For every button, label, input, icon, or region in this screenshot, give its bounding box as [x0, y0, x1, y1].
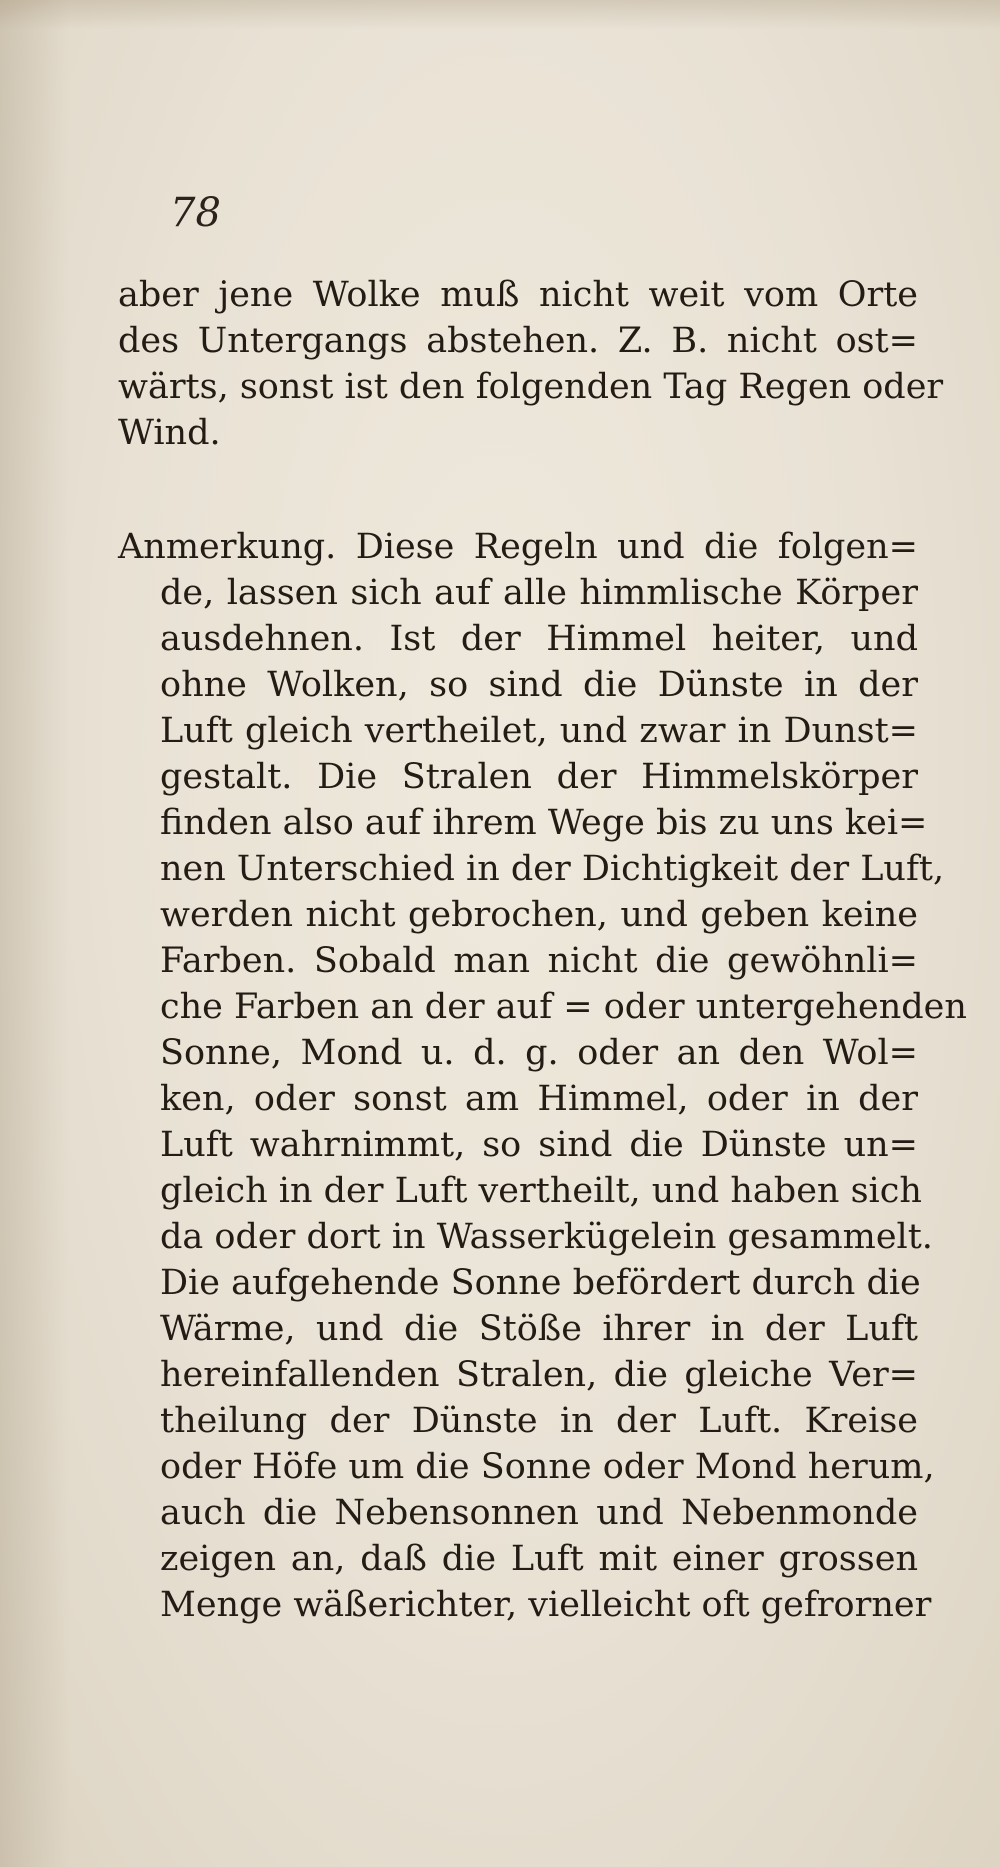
- text-line: Anmerkung. Diese Regeln und die folgen=: [118, 527, 918, 567]
- paragraph-1: [118, 272, 944, 456]
- text-line: da oder dort in Wasserkügelein gesammelt.: [160, 1217, 933, 1257]
- text-line: wärts, sonst ist den folgenden Tag Regen oder: [118, 367, 944, 407]
- text-line: Wind.: [118, 413, 221, 453]
- text-line: werden nicht gebrochen, und geben keine: [160, 895, 918, 935]
- text-line: auch die Nebensonnen und Nebenmonde: [160, 1493, 918, 1533]
- text-line: Wärme, und die Stöße ihrer in der Luft: [160, 1309, 918, 1349]
- text-line: Luft gleich vertheilet, und zwar in Dunst=: [160, 711, 918, 751]
- text-line: zeigen an, daß die Luft mit einer grossen: [160, 1539, 918, 1579]
- text-line: Menge wäßerichter, vielleicht oft gefrorner: [160, 1585, 932, 1625]
- text-line: Farben. Sobald man nicht die gewöhnli=: [160, 941, 918, 981]
- text-line: finden also auf ihrem Wege bis zu uns kei=: [160, 803, 928, 843]
- text-line: aber jene Wolke muß nicht weit vom Orte: [118, 275, 918, 315]
- text-line: oder Höfe um die Sonne oder Mond herum,: [160, 1447, 935, 1487]
- text-line: nen Unterschied in der Dichtigkeit der Luft,: [160, 849, 945, 889]
- body-text: [118, 272, 967, 1628]
- paragraph-gap: [118, 456, 918, 524]
- text-line: gleich in der Luft vertheilt, und haben sich: [160, 1171, 922, 1211]
- text-line: ohne Wolken, so sind die Dünste in der: [160, 665, 918, 705]
- text-line: Luft wahrnimmt, so sind die Dünste un=: [160, 1125, 918, 1165]
- text-line: Sonne, Mond u. d. g. oder an den Wol=: [160, 1033, 918, 1073]
- text-line: des Untergangs abstehen. Z. B. nicht ost=: [118, 321, 918, 361]
- text-line: hereinfallenden Stralen, die gleiche Ver=: [160, 1355, 918, 1395]
- text-line: de, lassen sich auf alle himmlische Körper: [160, 573, 918, 613]
- paragraph-2-annotation: [118, 524, 967, 1628]
- page-edge-shadow: [0, 0, 1000, 30]
- text-line: theilung der Dünste in der Luft. Kreise: [160, 1401, 918, 1441]
- page-number: 78: [170, 190, 221, 236]
- text-line: che Farben an der auf = oder untergehenden: [160, 987, 967, 1027]
- text-line: Die aufgehende Sonne befördert durch die: [160, 1263, 921, 1303]
- text-line: ken, oder sonst am Himmel, oder in der: [160, 1079, 918, 1119]
- spine-shadow: [0, 0, 70, 1867]
- text-line: ausdehnen. Ist der Himmel heiter, und: [160, 619, 918, 659]
- text-line: gestalt. Die Stralen der Himmelskörper: [160, 757, 918, 797]
